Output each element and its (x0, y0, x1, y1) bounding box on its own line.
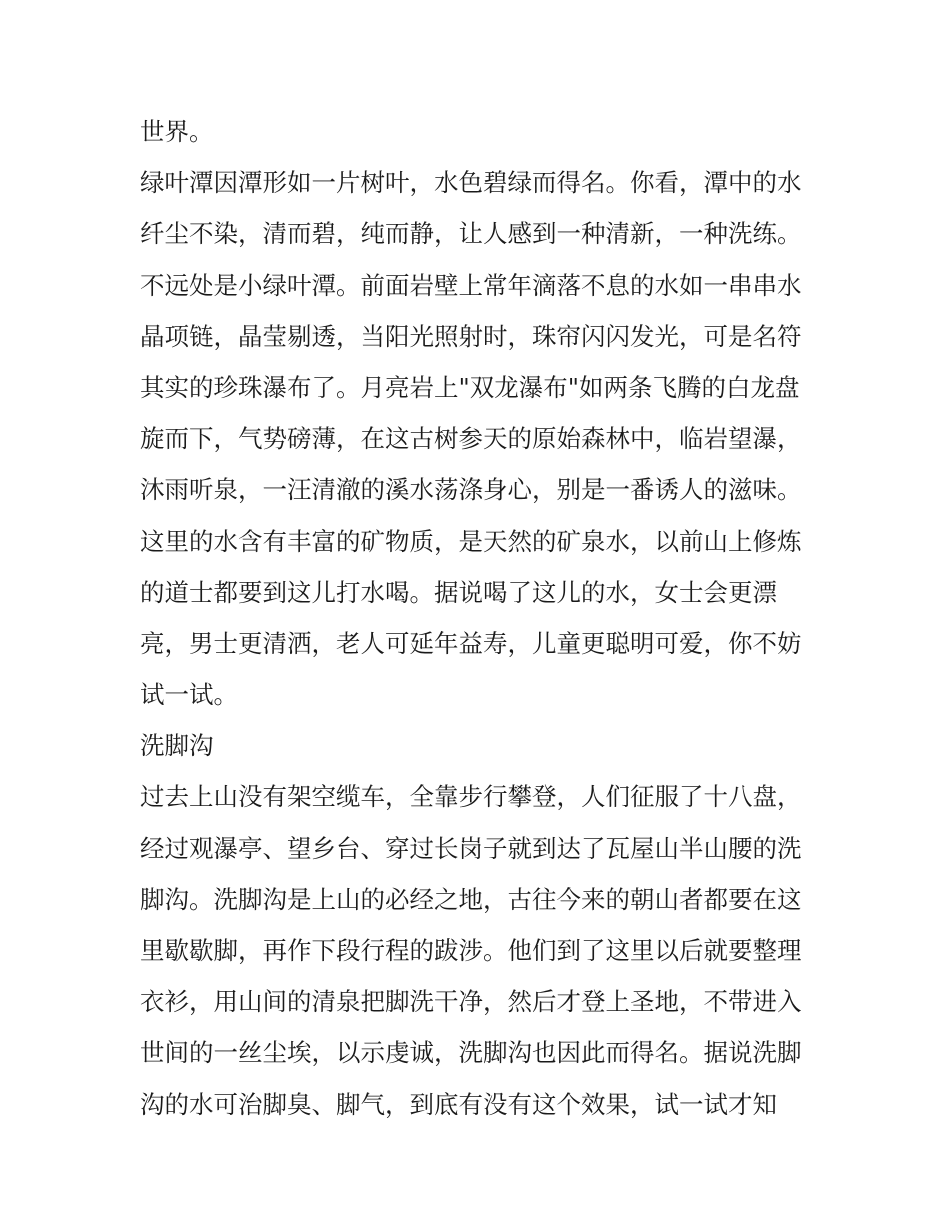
text-line: 这里的水含有丰富的矿物质，是天然的矿泉水，以前山上修炼 (140, 526, 802, 556)
text-line: 里歇歇脚，再作下段行程的跋涉。他们到了这里以后就要整理 (140, 936, 802, 965)
text-line: 衣衫，用山间的清泉把脚洗干净，然后才登上圣地，不带进入 (140, 987, 802, 1017)
section-heading: 洗脚沟 (140, 731, 214, 761)
text-line: 纤尘不染，清而碧，纯而静，让人感到一种清新，一种洗练。 (140, 219, 802, 249)
document-body (140, 106, 830, 1130)
text-line: 过去上山没有架空缆车，全靠步行攀登，人们征服了十八盘， (140, 782, 802, 812)
text-line: 的道士都要到这儿打水喝。据说喝了这儿的水，女士会更漂 (140, 577, 777, 607)
text-line: 绿叶潭因潭形如一片树叶，水色碧绿而得名。你看，潭中的水 (140, 168, 802, 198)
text-line: 世间的一丝尘埃，以示虔诚，洗脚沟也因此而得名。据说洗脚 (140, 1038, 802, 1068)
text-line: 沐雨听泉，一汪清澈的溪水荡涤身心，别是一番诱人的滋味。 (140, 475, 802, 505)
text-line: 世界。 (140, 117, 214, 146)
text-line: 不远处是小绿叶潭。前面岩壁上常年滴落不息的水如一串串水 (140, 270, 802, 300)
text-line: 试一试。 (140, 680, 238, 710)
text-line: 经过观瀑亭、望乡台、穿过长岗子就到达了瓦屋山半山腰的洗 (140, 833, 802, 863)
text-line: 其实的珍珠瀑布了。月亮岩上"双龙瀑布"如两条飞腾的白龙盘 (140, 372, 800, 402)
text-line: 沟的水可治脚臭、脚气，到底有没有这个效果，试一试才知 (140, 1089, 777, 1119)
text-line: 旋而下，气势磅薄，在这古树参天的原始森林中，临岩望瀑， (140, 424, 802, 454)
text-line: 亮，男士更清洒，老人可延年益寿，儿童更聪明可爱，你不妨 (140, 628, 802, 658)
text-line: 脚沟。洗脚沟是上山的必经之地，古往今来的朝山者都要在这 (140, 884, 802, 914)
text-line: 晶项链，晶莹剔透，当阳光照射时，珠帘闪闪发光，可是名符 (140, 321, 802, 351)
